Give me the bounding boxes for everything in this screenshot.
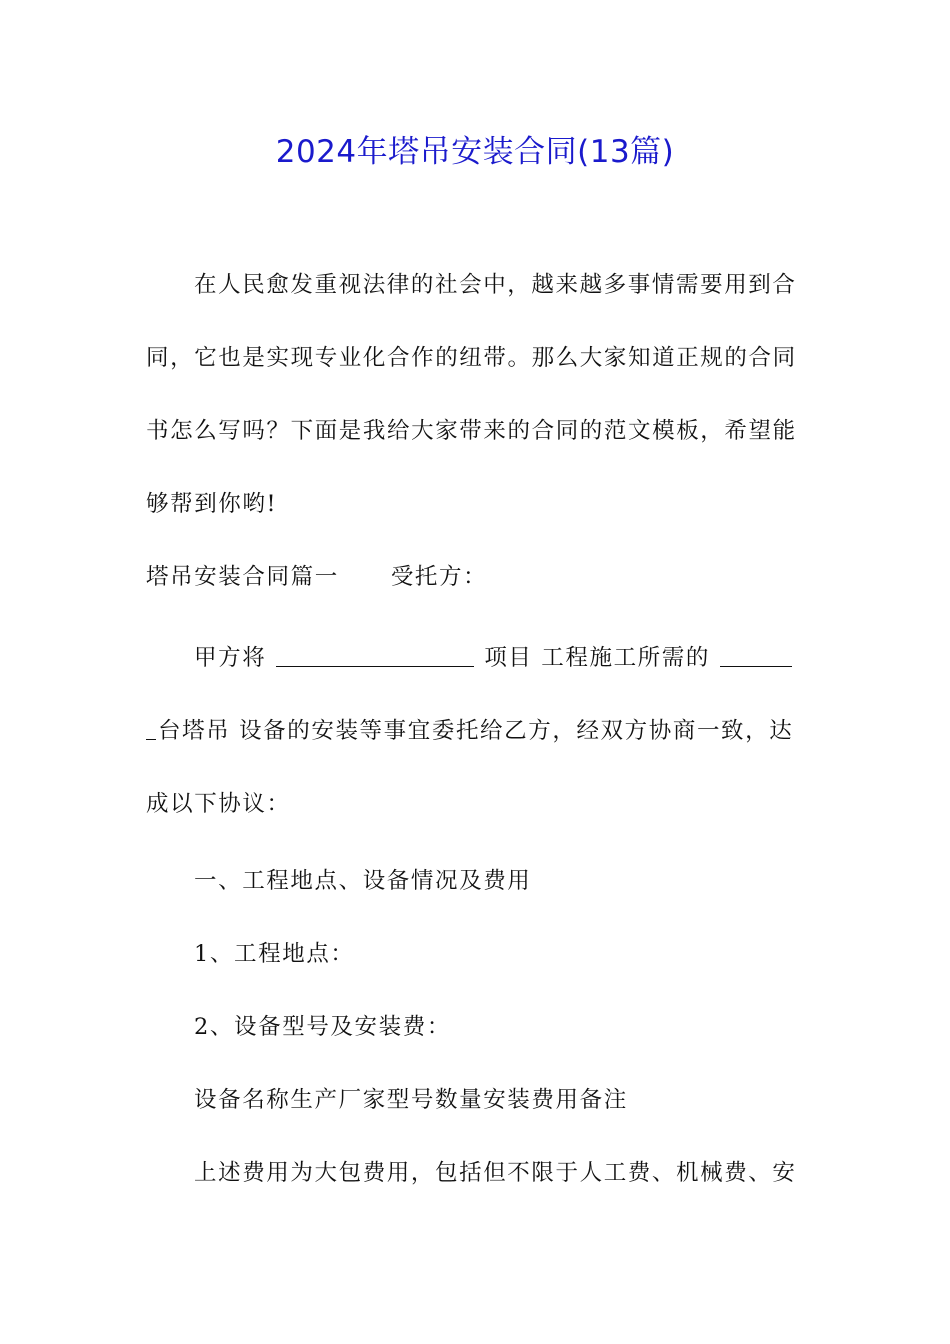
- section-heading-row: [146, 541, 806, 614]
- item-heading: 一、工程地点、设备情况及费用: [194, 868, 532, 894]
- section-heading: 塔吊安装合同篇一: [146, 564, 339, 590]
- clause-text: 项目 工程施工所需的: [484, 645, 710, 671]
- section-party: 受托方：: [390, 564, 488, 590]
- clause-text: 台塔吊 设备的安装等事宜委托给乙方，经双方协商一致，达: [158, 718, 794, 744]
- intro-paragraph: [146, 249, 806, 541]
- fill-blank[interactable]: [146, 717, 156, 740]
- clause-paragraph: [146, 622, 806, 841]
- item-line: 1、工程地点：: [194, 941, 355, 967]
- intro-line: 够帮到你哟!: [146, 491, 278, 517]
- intro-line: 书怎么写吗？下面是我给大家带来的合同的范文模板，希望能: [146, 418, 797, 444]
- clause-text: 甲方将: [194, 645, 267, 671]
- items-block: [146, 845, 806, 1210]
- item-line: 2、设备型号及安装费：: [194, 1014, 451, 1040]
- clause-text: 成以下协议：: [146, 791, 291, 817]
- fill-blank[interactable]: [720, 644, 792, 667]
- intro-line: 同，它也是实现专业化合作的纽带。那么大家知道正规的合同: [146, 345, 797, 371]
- fill-blank[interactable]: [276, 644, 474, 667]
- document-title: 2024年塔吊安装合同(13篇): [275, 134, 675, 170]
- item-line: 设备名称生产厂家型号数量安装费用备注: [194, 1087, 628, 1113]
- intro-line: 在人民愈发重视法律的社会中，越来越多事情需要用到合: [194, 272, 797, 298]
- item-line: 上述费用为大包费用，包括但不限于人工费、机械费、安: [194, 1160, 797, 1186]
